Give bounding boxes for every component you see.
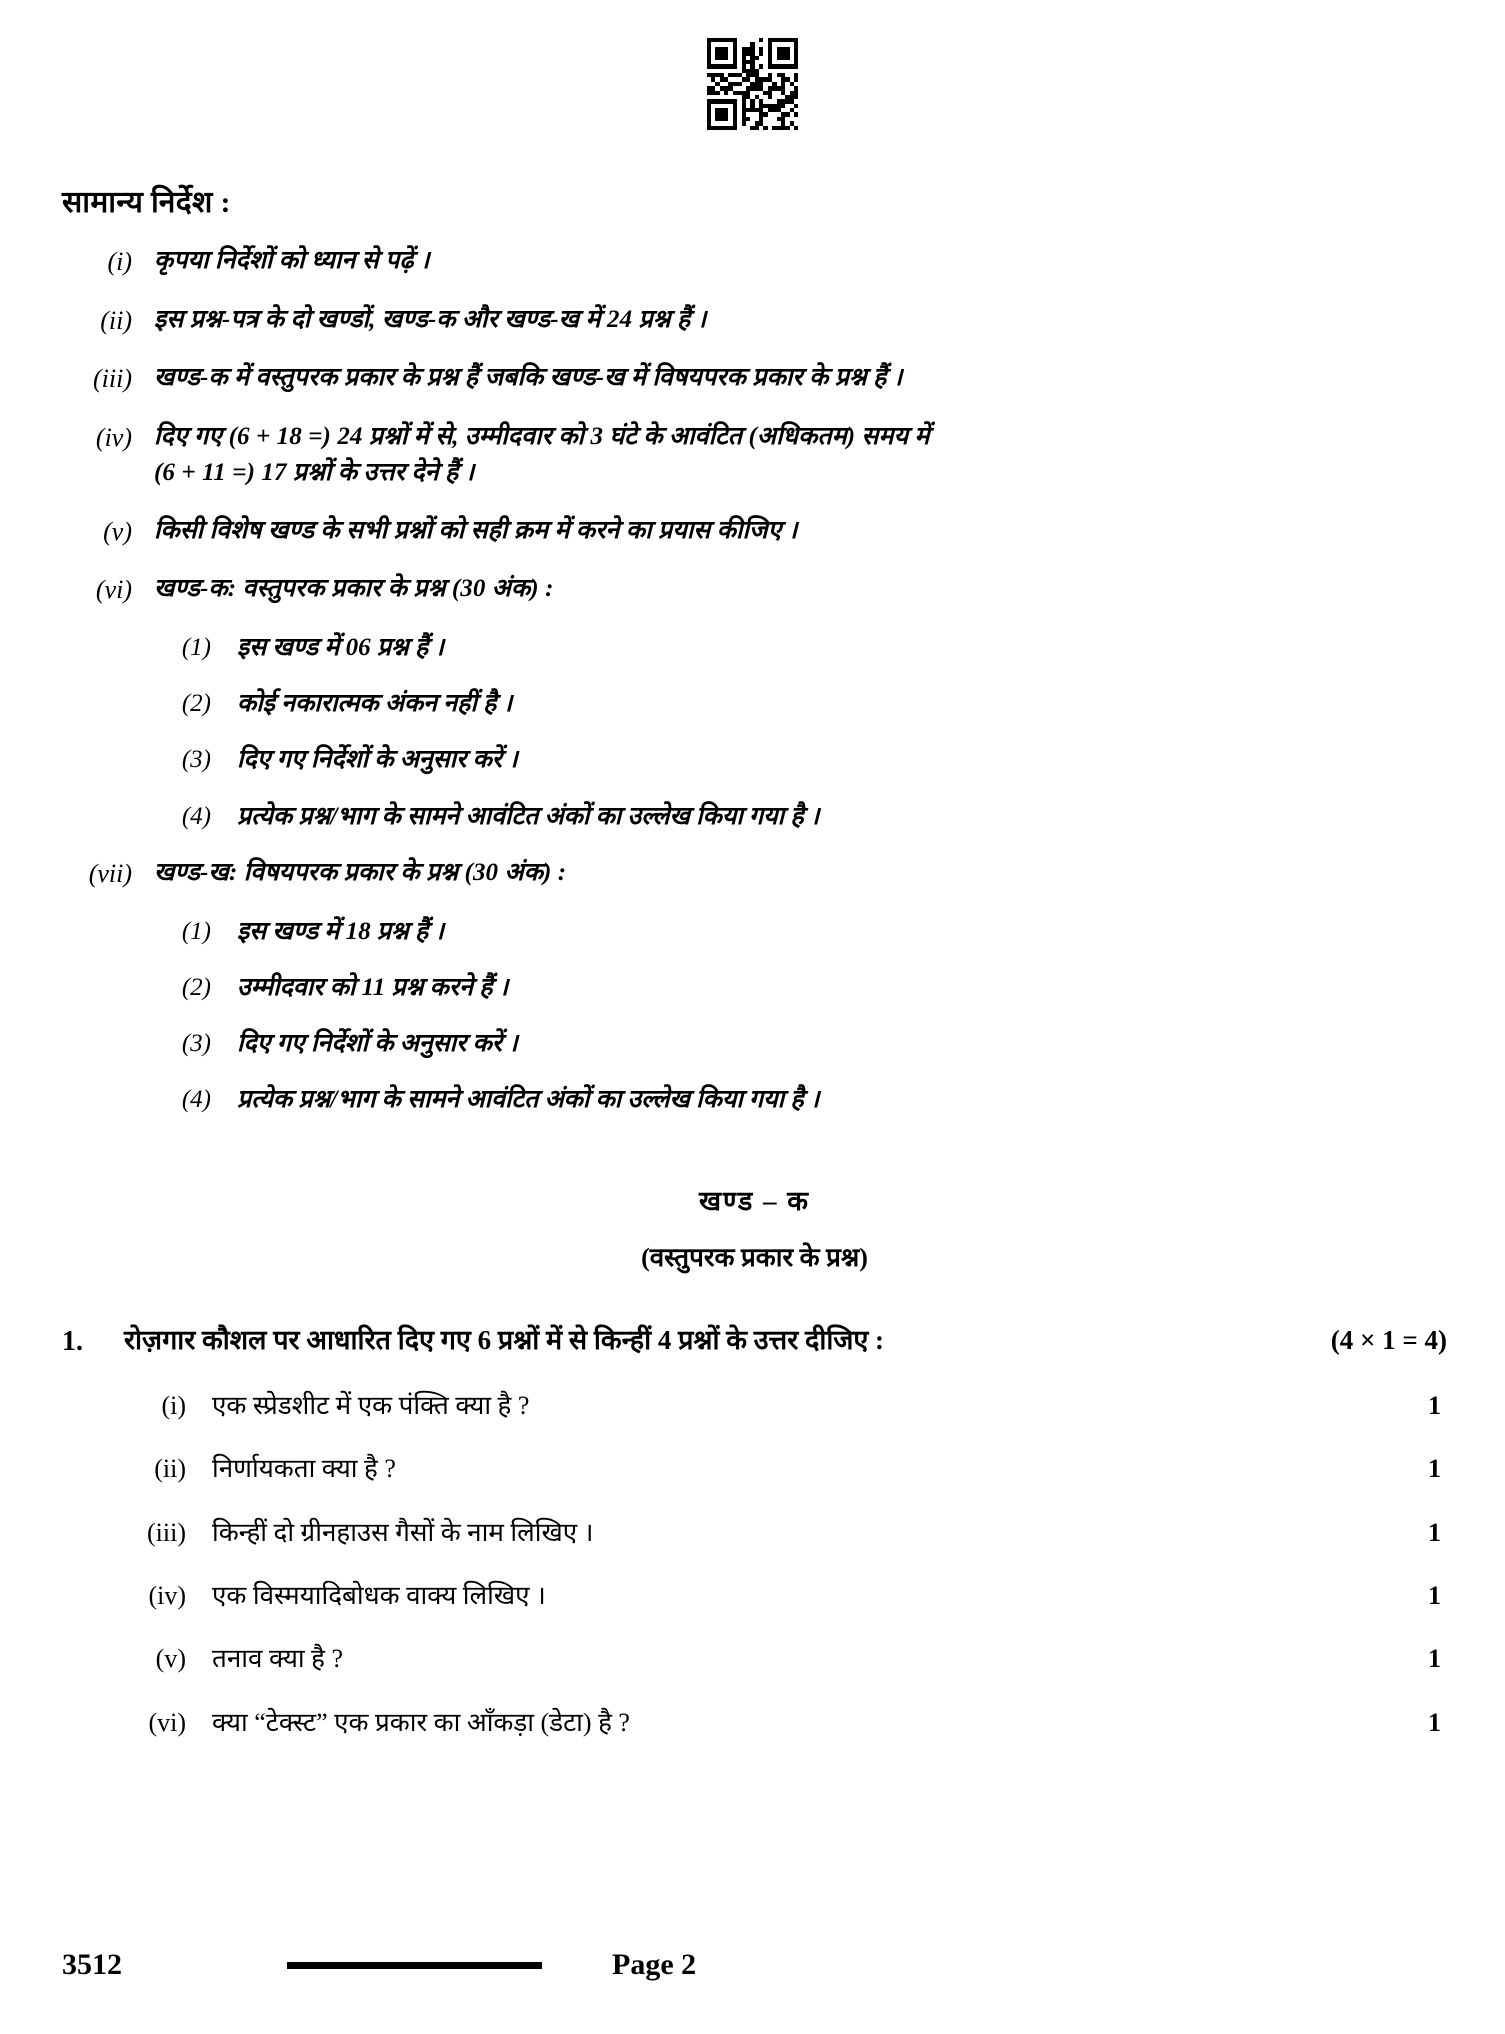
subitem-3 — [62, 742, 1447, 778]
question-part-vi — [62, 1705, 1447, 1741]
part-text: तनाव क्या है ? — [212, 1644, 344, 1674]
instruction-item-i — [62, 243, 1447, 281]
subitem-number: (1) — [181, 917, 211, 945]
part-mark: 1 — [1428, 1390, 1441, 1420]
subitem-number: (4) — [181, 802, 211, 830]
subitem-text: उम्मीदवार को 11 प्रश्न करने हैं । — [237, 973, 509, 1001]
page-content — [62, 185, 1447, 1741]
subitem-2 — [62, 686, 1447, 722]
subitem-text: इस खण्ड में 06 प्रश्न हैं । — [237, 633, 444, 661]
instruction-item-v — [62, 513, 1447, 551]
part-text: क्या “टेक्स्ट” एक प्रकार का आँकड़ा (डेटा) है ? — [212, 1707, 630, 1737]
part-mark: 1 — [1428, 1580, 1441, 1610]
part-number: (iii) — [147, 1517, 186, 1547]
question-stem: रोज़गार कौशल पर आधारित दिए गए 6 प्रश्नों में से किन्हीं 4 प्रश्नों के उत्तर दीजिए : — [124, 1324, 885, 1355]
subitem-number: (1) — [181, 633, 211, 661]
instruction-subitems-section-a — [62, 630, 1447, 835]
instruction-item-vi — [62, 571, 1447, 609]
part-number: (i) — [161, 1390, 186, 1420]
subitem-1 — [62, 630, 1447, 666]
subitem-text: दिए गए निर्देशों के अनुसार करें । — [237, 1030, 518, 1058]
general-instructions-title: सामान्य निर्देश : — [62, 186, 231, 219]
part-number: (ii) — [154, 1454, 186, 1484]
instruction-number: (iii) — [93, 364, 132, 394]
instruction-text: कृपया निर्देशों को ध्यान से पढ़ें । — [154, 247, 430, 274]
subitem-number: (2) — [181, 690, 211, 718]
part-number: (iv) — [148, 1580, 186, 1610]
instruction-number: (vi) — [95, 575, 132, 605]
part-mark: 1 — [1428, 1517, 1441, 1547]
part-text: किन्हीं दो ग्रीनहाउस गैसों के नाम लिखिए । — [212, 1517, 594, 1547]
instruction-number: (v) — [103, 516, 132, 546]
subitem-text: कोई नकारात्मक अंकन नहीं है । — [237, 690, 513, 718]
part-mark: 1 — [1428, 1454, 1441, 1484]
instruction-item-iv — [62, 419, 1447, 492]
subitem-4 — [62, 1082, 1447, 1118]
instruction-text-line1: दिए गए (6 + 18 =) 24 प्रश्नों में से, उम्मीदवार को 3 घंटे के आवंटित (अधिकतम) समय में — [154, 423, 930, 451]
subitem-text: प्रत्येक प्रश्न/भाग के सामने आवंटित अंकों का उल्लेख किया गया है । — [237, 802, 820, 830]
instruction-item-ii — [62, 302, 1447, 340]
instruction-text — [154, 419, 1447, 492]
instruction-text: खण्ड-ख: विषयपरक प्रकार के प्रश्न (30 अंक) : — [154, 858, 567, 886]
instruction-text: खण्ड-क: वस्तुपरक प्रकार के प्रश्न (30 अंक) : — [154, 575, 554, 603]
question-part-iv — [62, 1578, 1447, 1614]
qr-code-container — [0, 38, 1505, 130]
subitem-2 — [62, 970, 1447, 1006]
instruction-text: किसी विशेष खण्ड के सभी प्रश्नों को सही क्रम में करने का प्रयास कीजिए । — [154, 516, 798, 544]
question-part-ii — [62, 1451, 1447, 1487]
subitem-4 — [62, 799, 1447, 835]
subitem-number: (2) — [181, 973, 211, 1001]
page-number: Page 2 — [612, 1948, 697, 1981]
qr-code-icon — [707, 38, 799, 130]
instruction-text: खण्ड-क में वस्तुपरक प्रकार के प्रश्न हैं जबकि खण्ड-ख में विषयपरक प्रकार के प्रश्न हैं । — [154, 364, 903, 392]
instruction-number: (ii) — [100, 305, 132, 335]
question-number: 1. — [62, 1325, 83, 1357]
part-text: एक स्प्रेडशीट में एक पंक्ति क्या है ? — [212, 1390, 530, 1420]
question-part-i — [62, 1388, 1447, 1424]
instruction-subitems-section-b — [62, 914, 1447, 1119]
subitem-text: दिए गए निर्देशों के अनुसार करें । — [237, 746, 518, 774]
part-text: एक विस्मयादिबोधक वाक्य लिखिए । — [212, 1580, 546, 1610]
part-mark: 1 — [1428, 1644, 1441, 1674]
subitem-number: (3) — [181, 746, 211, 774]
subitem-number: (3) — [181, 1030, 211, 1058]
part-number: (v) — [155, 1644, 186, 1674]
part-mark: 1 — [1428, 1707, 1441, 1737]
question-marks: (4 × 1 = 4) — [1330, 1324, 1447, 1355]
question-part-v — [62, 1641, 1447, 1677]
instruction-item-iii — [62, 360, 1447, 398]
question-part-iii — [62, 1515, 1447, 1551]
subitem-1 — [62, 914, 1447, 950]
instruction-text: इस प्रश्न-पत्र के दो खण्डों, खण्ड-क और खण्ड-ख में 24 प्रश्न हैं । — [154, 305, 707, 333]
question-1 — [62, 1322, 1447, 1742]
instruction-text-line2: (6 + 11 =) 17 प्रश्नों के उत्तर देने हैं । — [154, 459, 475, 487]
subitem-number: (4) — [181, 1086, 211, 1114]
part-number: (vi) — [148, 1707, 186, 1737]
section-heading: खण्ड – क — [698, 1185, 811, 1216]
instruction-number: (vii) — [88, 858, 132, 888]
subitem-text: प्रत्येक प्रश्न/भाग के सामने आवंटित अंकों का उल्लेख किया गया है । — [237, 1086, 820, 1114]
question-1-header — [62, 1322, 1447, 1361]
section-subheading: (वस्तुपरक प्रकार के प्रश्न) — [641, 1242, 868, 1272]
instruction-number: (i) — [107, 247, 132, 276]
instruction-item-vii — [62, 855, 1447, 893]
instruction-number: (iv) — [95, 423, 132, 453]
footer-divider — [287, 1962, 542, 1969]
subitem-text: इस खण्ड में 18 प्रश्न हैं । — [237, 917, 444, 945]
page-footer — [62, 1948, 1443, 1982]
part-text: निर्णायकता क्या है ? — [212, 1454, 396, 1484]
paper-code: 3512 — [62, 1948, 122, 1981]
subitem-3 — [62, 1026, 1447, 1062]
